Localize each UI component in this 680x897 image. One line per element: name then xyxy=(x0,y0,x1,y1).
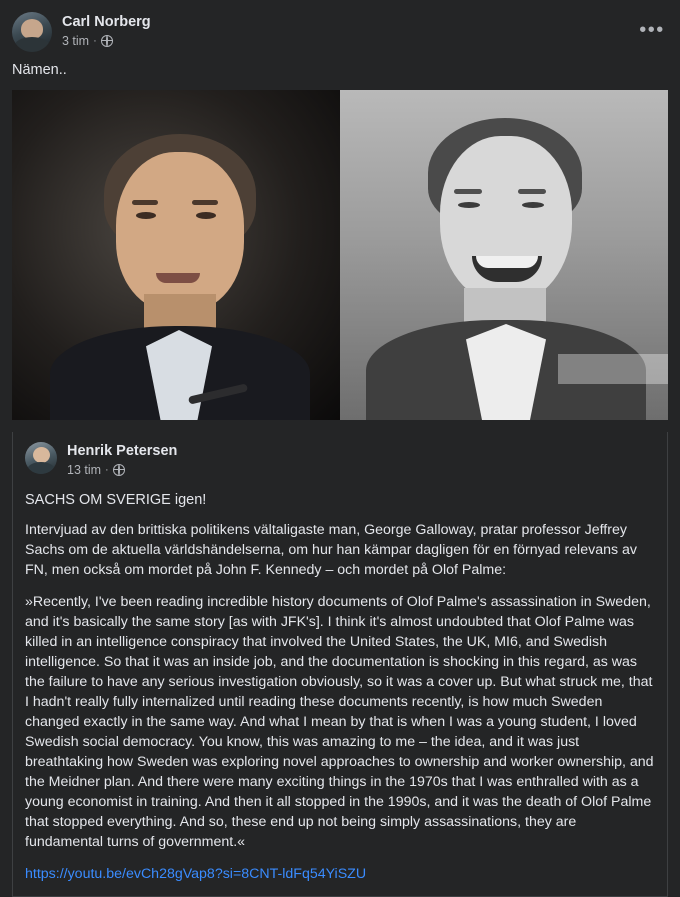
portrait-eye-left xyxy=(458,202,480,208)
globe-icon[interactable] xyxy=(101,35,113,47)
portrait-brow-right xyxy=(192,200,218,205)
shared-author-name[interactable]: Henrik Petersen xyxy=(67,443,178,459)
post-text: Nämen.. xyxy=(12,62,67,78)
post-header xyxy=(0,0,680,52)
portrait-brow-left xyxy=(454,189,482,194)
portrait-mouth xyxy=(156,273,200,283)
shared-post-card[interactable] xyxy=(12,432,668,897)
portrait-eye-right xyxy=(522,202,544,208)
shared-post-link[interactable]: https://youtu.be/evCh28gVap8?si=8CNT-ldFq54YiSZU xyxy=(25,866,367,882)
post-image-left-portrait xyxy=(12,90,340,420)
meta-separator: · xyxy=(93,35,97,47)
shared-post-body xyxy=(13,478,667,896)
avatar[interactable] xyxy=(12,12,52,52)
shared-post-title: SACHS OM SVERIGE igen! xyxy=(25,492,207,508)
shared-avatar[interactable] xyxy=(25,442,57,474)
portrait-brow-right xyxy=(518,189,546,194)
meta-separator: · xyxy=(105,464,109,476)
post-image[interactable] xyxy=(12,90,668,420)
more-options-button[interactable]: ••• xyxy=(639,19,665,41)
portrait-brow-left xyxy=(132,200,158,205)
portrait-teeth xyxy=(476,256,538,268)
post-meta xyxy=(62,33,151,49)
portrait-face xyxy=(116,152,244,312)
shared-timestamp[interactable]: 13 tim xyxy=(67,463,102,477)
shared-author-block xyxy=(67,442,177,478)
post-author-block xyxy=(62,12,151,49)
shared-post-intro: Intervjuad av den brittiska politikens vältaligaste man, George Galloway, pratar professor Jeffrey Sachs om de aktuella världshändelserna, om hur han kämpar dagligen för en förnyad relevans av FN, men också om mordet på John F. Kennedy – och mordet på Olof Palme: xyxy=(25,522,637,578)
globe-icon[interactable] xyxy=(113,464,125,476)
background-panel xyxy=(558,354,668,384)
shared-post-quote: »Recently, I've been reading incredible history documents of Olof Palme's assassination in Sweden, and it's basically the same story [as with JFK's]. I think it's almost undoubted that Olof Palme was killed in an intelligence conspiracy that involved the United States, the UK, MI6, and Swedish intelligence. So that it was an inside job, and the documentation is shocking in this regard, as was the failure to have any serious investigation obviously, so it was a cover up. But what struck me, that I hadn't really fully internalized until reading these documents recently, is how much Sweden changed exactly in the same way. And what I mean by that is when I was a young student, I loved Swedish social democracy. You know, this was amazing to me – the idea, and it was just breathtaking how Sweden was exploring novel approaches to ownership and worker ownership, and the Meidner plan. And there were many exciting things in the 1970s that I was enthralled with as a young economist in training. And then it all stopped in the 1990s, and it was the death of Olof Palme that stopped everything. And so, these end up not being simply assassinations, they are fundamental turns of government.« xyxy=(25,594,654,850)
portrait-eye-left xyxy=(136,212,156,219)
post-timestamp[interactable]: 3 tim xyxy=(62,34,90,48)
post-image-right-portrait xyxy=(340,90,668,420)
portrait-eye-right xyxy=(196,212,216,219)
post-author-name[interactable]: Carl Norberg xyxy=(62,14,151,30)
shared-post-header xyxy=(13,432,667,478)
shared-post-meta xyxy=(67,462,177,478)
